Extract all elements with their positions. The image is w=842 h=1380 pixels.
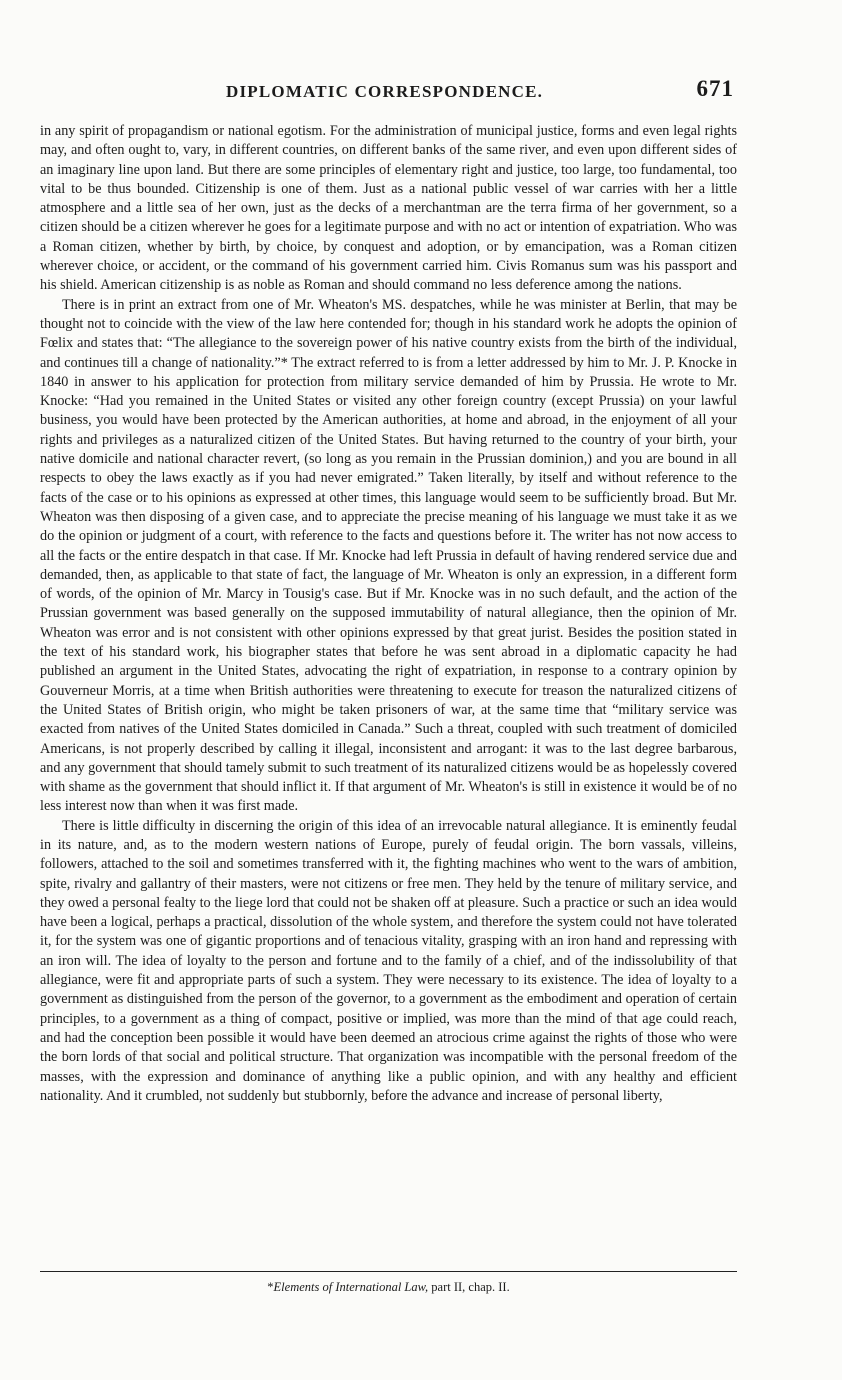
paragraph-continued: in any spirit of propagandism or national egotism. For the administration of municipal justice, forms and even legal rights may, and often ought to, vary, in different countries, on different banks of the same river, and even upon different sides of an imaginary line upon land. But there are some principles of elementary right and justice, too large, too fundamental, too vital to be thus bounded. Citizenship is one of them. Just as a national public vessel of war carries with her a little atmosphere and a little sea of her own, just as the decks of a merchantman are the terra firma of her government, so a citizen should be a citizen wherever he goes for a legitimate purpose and with no act or intention of expatriation. Who was a Roman citizen, whether by birth, by choice, by conquest and adoption, or by emancipation, was a Roman citizen wherever choice, or accident, or the command of his government carried him. Civis Romanus sum was his passport and his shield. American citizenship is as noble as Roman and should command no less deference among the nations. (40, 123, 737, 294)
footnote-marker: * (267, 1280, 274, 1294)
footnote (40, 1280, 737, 1295)
footnote-rest: part II, chap. II. (428, 1280, 510, 1294)
paragraph-feudal-origin: There is little difficulty in discerning the origin of this idea of an irrevocable natural allegiance. It is eminently feudal in its nature, and, as to the modern western nations of Europe, purely of feudal origin. The born vassals, villeins, followers, attached to the soil and sometimes transferred with it, the fighting machines who went to the wars of ambition, spite, rivalry and gallantry of their masters, were not citizens or free men. They held by the tenure of military service, and they owed a personal fealty to the liege lord that could not be shaken off at pleasure. Such a practice or such an idea would have been a logical, perhaps a practical, dissolution of the whole system, and therefore the system could not have tolerated it, for the system was one of gigantic proportions and of tenacious vitality, grasping with an iron hand and repressing with an iron will. The idea of loyalty to the person and fortune and to the family of a chief, and of the indissolubility of that allegiance, were fit and appropriate parts of such a system. They were necessary to its existence. The idea of loyalty to a government as distinguished from the person of the governor, to a government as the embodiment and operation of certain principles, to a government as a thing of compact, positive or implied, was more than the mind of that age could reach, and had the conception been possible it would have been deemed an atrocious crime against the rights of those who were the born lords of that social and political structure. That organization was incompatible with the personal freedom of the masses, with the expression and dominance of anything like a public opinion, and with any healthy and efficient nationality. And it crumbled, not suddenly but stubbornly, before the advance and increase of personal liberty, (40, 817, 737, 1104)
footnote-title: Elements of International Law, (273, 1280, 429, 1294)
footnote-rule (40, 1271, 737, 1272)
page-header (40, 76, 740, 106)
body-text (40, 122, 737, 1106)
paragraph-wheaton: There is in print an extract from one of Mr. Wheaton's MS. despatches, while he was minister at Berlin, that may be thought not to coincide with the view of the law here contended for; though in his standard work he adopts the opinion of Fœlix and states that: “The allegiance to the sovereign power of his native country exists from the birth of the individual, and continues till a change of nationality.”* The extract referred to is from a letter addressed by him to Mr. J. P. Knocke in 1840 in answer to his application for protection from military service demanded of him by Prussia. He wrote to Mr. Knocke: “Had you remained in the United States or visited any other foreign country (except Prussia) on your lawful business, you would have been protected by the American authorities, at home and abroad, in the enjoyment of all your rights and privileges as a naturalized citizen of the United States. But having returned to the country of your birth, your native domicile and national character revert, (so long as you remain in the Prussian dominion,) and you are bound in all respects to obey the laws exactly as if you had never emigrated.” Taken literally, by itself and without reference to the facts of the case or to his opinions as expressed at other times, this language would seem to be sufficiently broad. But Mr. Wheaton was then disposing of a given case, and to appreciate the precise meaning of his language we must take it as we do the opinion or judgment of a court, with reference to the facts and questions before it. The writer has not now access to all the facts or the entire despatch in that case. If Mr. Knocke had left Prussia in default of having rendered service due and demanded, then, as applicable to that state of fact, the language of Mr. Wheaton is only an expression, in a different form of words, of the opinion of Mr. Marcy in Tousig's case. But if Mr. Knocke was in no such default, and the action of the Prussian government was based generally on the supposed immutability of natural allegiance, then the opinion of Mr. Wheaton was error and is not consistent with other opinions expressed by that great jurist. Besides the position stated in the text of his standard work, his biographer states that before he was sent abroad in a diplomatic capacity he had published an argument in the United States, advocating the right of expatriation, in response to a contrary opinion by Gouverneur Morris, at a time when British authorities were threatening to execute for treason the naturalized citizens of the United States of British origin, who might be taken prisoners of war, at the same time that “military service was exacted from natives of the United States domiciled in Canada.” Such a threat, coupled with such treatment of domiciled Americans, is not properly described by calling it illegal, inconsistent and arrogant: it was to the last degree barbarous, and any government that should tamely submit to such treatment of its naturalized citizens would be as hopelessly covered with shame as the government that should inflict it. If that argument of Mr. Wheaton's is still in existence it would be of no less interest now than when it was first made. (40, 296, 737, 815)
running-title: DIPLOMATIC CORRESPONDENCE. (226, 82, 544, 101)
page-number: 671 (696, 76, 734, 101)
